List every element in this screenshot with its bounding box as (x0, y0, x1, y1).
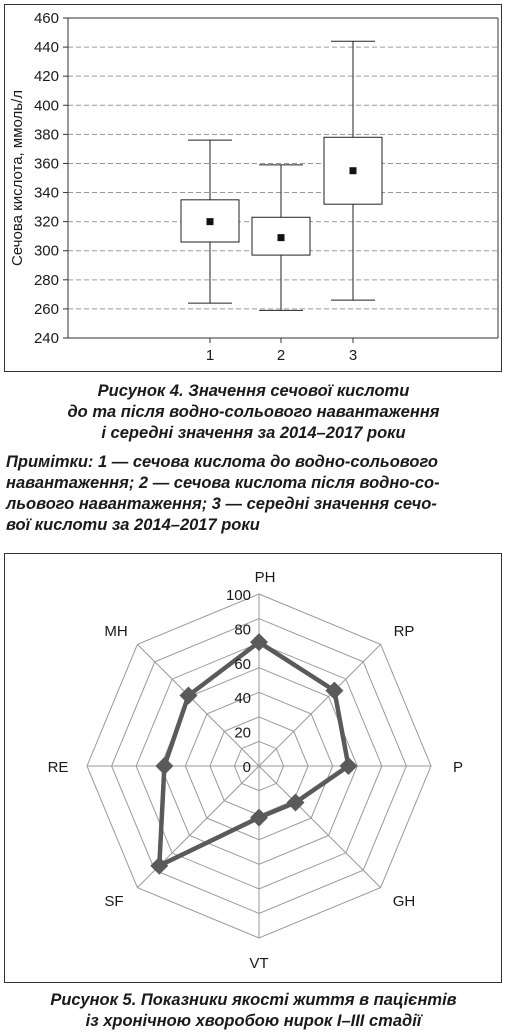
y-tick-label: 380 (33, 126, 59, 144)
y-tick-label: 300 (33, 242, 59, 260)
y-tick-label: 400 (33, 97, 59, 115)
y-tick-label: 240 (33, 330, 59, 347)
radar-tick-label: 100 (225, 587, 251, 604)
radar-axis-label-rp: RP (393, 623, 415, 640)
figure-4-notes-line: навантаження; 2 — сечова кислота після водно-со- (6, 474, 440, 492)
radar-tick-label: 80 (234, 621, 251, 639)
x-tick-label: 2 (276, 347, 286, 364)
radar-point-re (155, 757, 173, 775)
radar-radial-ticks (226, 587, 251, 776)
radar-axis-label-ph: PH (254, 569, 276, 586)
radar-axis-label-p: P (452, 759, 464, 776)
y-tick-label: 440 (33, 39, 59, 57)
figure-4-caption-line: Рисунок 4. Значення сечової кислоти (97, 382, 410, 400)
figure-4-caption-line: до та після водно-сольового навантаження (67, 403, 440, 421)
radar-axis-label-re: RE (47, 759, 69, 776)
radar-tick-label: 20 (234, 724, 251, 742)
figure-5-caption-line: Рисунок 5. Показники якості життя в пацієнтів (50, 991, 457, 1009)
radar-axis-label-mh: MH (104, 623, 128, 640)
y-tick-label: 360 (33, 155, 59, 173)
x-tick-label: 3 (348, 347, 358, 364)
y-tick-label: 320 (33, 213, 59, 231)
radar-point-vt (250, 809, 268, 827)
y-tick-label: 260 (33, 300, 59, 318)
y-tick-label: 340 (33, 184, 59, 202)
x-tick-label: 1 (205, 347, 215, 364)
radar-axis-label-vt: VT (249, 955, 269, 972)
radar-tick-label: 60 (234, 655, 251, 673)
radar-tick-label: 40 (234, 690, 251, 708)
figure-4-notes-line: вої кислоти за 2014–2017 роки (6, 516, 260, 534)
y-tick-label: 420 (33, 68, 59, 86)
y-tick-label: 460 (33, 10, 59, 27)
radar-axis-label-gh: GH (392, 893, 416, 910)
figure-5-caption (0, 990, 507, 1032)
figure-4-caption-line: і середні значення за 2014–2017 роки (101, 424, 406, 442)
y-tick-label: 280 (33, 271, 59, 289)
figure-5-caption-line: із хронічною хворобою нирок I–III стадії (85, 1012, 422, 1030)
radar-tick-label: 0 (242, 759, 251, 776)
figure-4-notes-line: Примітки: 1 — сечова кислота до водно-сольового (6, 453, 438, 471)
radar-spoke (259, 644, 381, 766)
figure-4-notes-line: льового навантаження; 3 — середні значення сечо- (6, 495, 437, 513)
radar-axis-label-sf: SF (104, 893, 124, 910)
box-plot-y-axis-label: Сечова кислота, ммоль/л (9, 89, 26, 267)
